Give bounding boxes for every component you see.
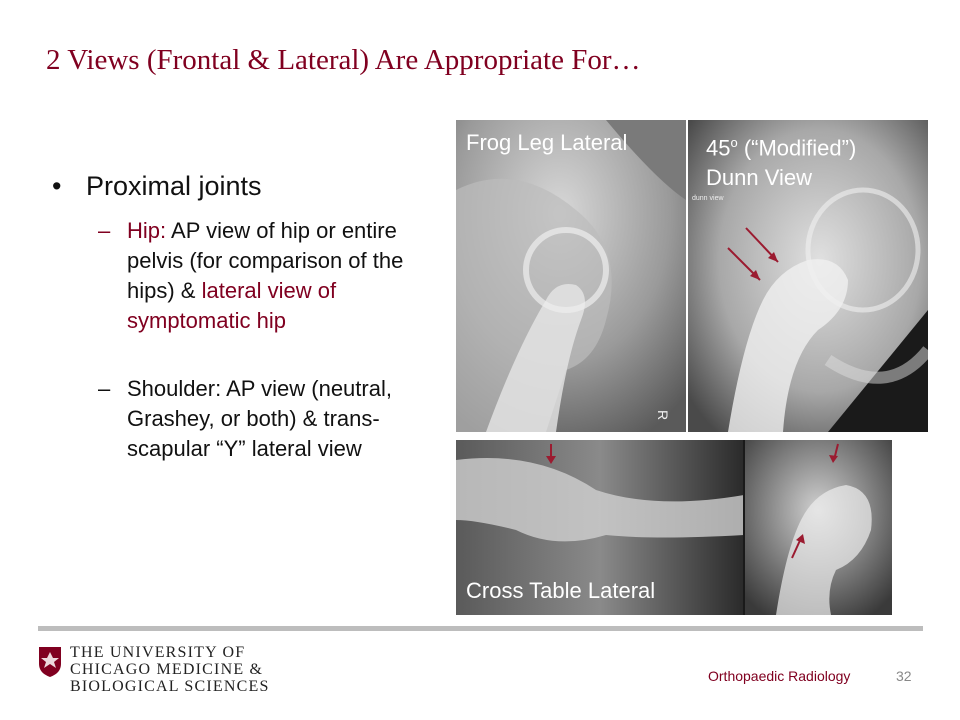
sub-bullet-shoulder <box>52 374 442 464</box>
dunn-label-angle: 45 <box>706 135 731 161</box>
university-shield-logo <box>38 646 62 683</box>
xray-dunn-view <box>688 120 928 432</box>
bullet-proximal-joints <box>52 168 442 204</box>
page-number: 32 <box>896 668 912 684</box>
xray-cross-table-lateral <box>456 440 892 615</box>
sub-bullet-hip <box>52 216 442 336</box>
dunn-view-small-label: dunn view <box>692 195 724 202</box>
hip-text: AP view of hip or entire pelvis (for comparison of the hips) & <box>127 218 404 303</box>
dunn-label-modified: (“Modified”) <box>737 135 857 161</box>
dash: – <box>98 376 111 401</box>
degree-sup: o <box>730 135 738 150</box>
dunn-label-line2: Dunn View <box>706 165 812 191</box>
dash: – <box>98 218 111 243</box>
footer-divider <box>38 626 923 631</box>
bullet-list <box>52 168 442 464</box>
wordmark-line1: THE UNIVERSITY OF <box>70 644 246 661</box>
hip-emphasis: lateral view of symptomatic hip <box>127 278 337 333</box>
bullet-dot: • <box>52 171 62 201</box>
bullet-text: Proximal joints <box>86 171 262 201</box>
frog-leg-label: Frog Leg Lateral <box>466 130 628 155</box>
wordmark-line3: BIOLOGICAL SCIENCES <box>70 678 270 695</box>
side-marker: R <box>655 410 671 421</box>
hip-label: Hip: <box>127 218 167 243</box>
wordmark-line2: CHICAGO MEDICINE & <box>70 661 264 678</box>
xray-frog-leg-lateral <box>456 120 686 432</box>
slide-title: 2 Views (Frontal & Lateral) Are Appropriate For… <box>46 44 641 76</box>
university-wordmark <box>70 644 270 695</box>
department-name: Orthopaedic Radiology <box>708 668 851 684</box>
dunn-view-label <box>706 128 856 193</box>
shoulder-text: Shoulder: AP view (neutral, Grashey, or both) & trans-scapular “Y” lateral view <box>127 376 392 461</box>
cross-table-label: Cross Table Lateral <box>466 578 656 603</box>
